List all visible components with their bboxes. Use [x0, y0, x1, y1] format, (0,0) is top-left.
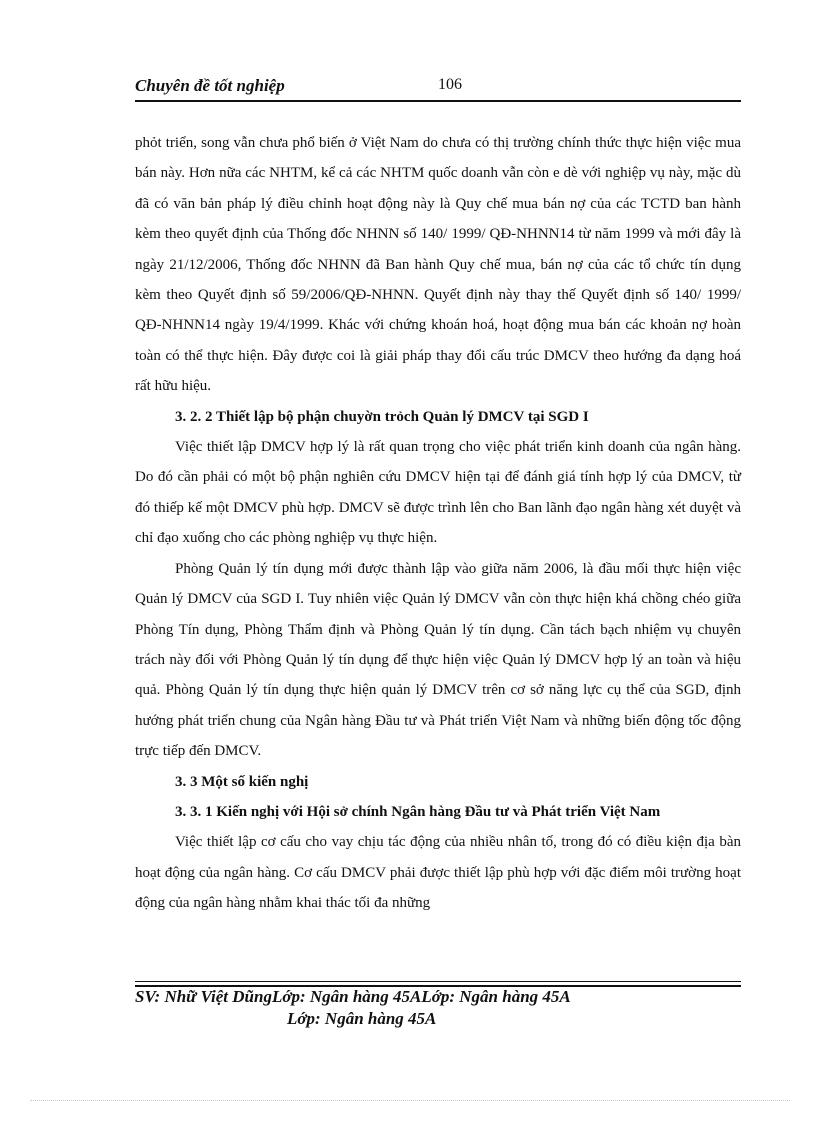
page-edge: [30, 1100, 790, 1101]
paragraph: Việc thiết lập cơ cấu cho vay chịu tác động của nhiều nhân tố, trong đó có điều kiện địa bàn hoạt động của ngân hàng. Cơ cấu DMCV phải được thiết lập phù hợp với đặc điểm môi trường hoạt động của ngân hàng nhằm khai thác tối đa những: [135, 834, 741, 912]
paragraph: Phòng Quản lý tín dụng mới được thành lập vào giữa năm 2006, là đầu mối thực hiện việc Quản lý DMCV của SGD I. Tuy nhiên việc Quản lý DMCV vẫn còn thực hiện khá chồng chéo giữa Phòng Tín dụng, Phòng Thẩm định và Phòng Quản lý tín dụng. Cần tách bạch nhiệm vụ chuyên trách này đối với Phòng Quản lý tín dụng để thực hiện việc Quản lý DMCV hợp lý an toàn và hiệu quả. Phòng Quản lý tín dụng thực hiện quản lý DMCV trên cơ sở năng lực cụ thể của SGD, định hướng phát triển chung của Ngân hàng Đầu tư và Phát triển Việt Nam và những biến động tốc động trực tiếp đến DMCV.: [135, 560, 741, 760]
footer-student-info: SV: Nhữ Việt DũngLớp: Ngân hàng 45ALớp: Ngân hàng 45A: [135, 987, 571, 1006]
document-title: Chuyên đề tốt nghiệp: [135, 76, 285, 95]
section-heading: 3. 3 Một số kiến nghị: [175, 773, 309, 790]
paragraph: phỏt triển, song vẫn chưa phổ biến ở Việt Nam do chưa có thị trường chính thức thực hiện việc mua bán này. Hơn nữa các NHTM, kể cả các NHTM quốc doanh vẫn còn e dè với nghiệp vụ này, mặc dù đã có văn bản pháp lý điều chỉnh hoạt động này là Quy chế mua bán nợ của các TCTD ban hành kèm theo quyết định của Thống đốc NHNN số 140/ 1999/ QĐ-NHNN14 từ năm 1999 và mới đây là ngày 21/12/2006, Thống đốc NHNN đã Ban hành Quy chế mua, bán nợ của các tổ chức tín dụng kèm theo Quyết định số 59/2006/QĐ-NHNN. Quyết định này thay thế Quyết định số 140/ 1999/ QĐ-NHNN14 ngày 19/4/1999. Khác với chứng khoán hoá, hoạt động mua bán các khoản nợ hoàn toàn có thể thực hiện. Đây được coi là giải pháp thay đổi cấu trúc DMCV theo hướng đa dạng hoá rất hữu hiệu.: [135, 135, 741, 395]
section-heading: 3. 2. 2 Thiết lập bộ phận chuyờn trỏch Quản lý DMCV tại SGD I: [175, 408, 589, 425]
section-heading: 3. 3. 1 Kiến nghị với Hội sở chính Ngân hàng Đầu tư và Phát triển Việt Nam: [175, 803, 661, 820]
document-body: [135, 128, 741, 919]
footer-class-info: Lớp: Ngân hàng 45A: [287, 1009, 437, 1028]
page-number: 106: [438, 76, 462, 93]
paragraph: Việc thiết lập DMCV hợp lý là rất quan trọng cho việc phát triển kinh doanh của ngân hàng. Do đó cần phải có một bộ phận nghiên cứu DMCV hiện tại để đánh giá tính hợp lý của DMCV, từ đó thiếp kế một DMCV phù hợp. DMCV sẽ được trình lên cho Ban lãnh đạo ngân hàng xét duyệt và chỉ đạo xuống cho các phòng nghiệp vụ thực hiện.: [135, 439, 741, 547]
footer-divider: [135, 981, 741, 982]
page-header: [135, 72, 741, 102]
